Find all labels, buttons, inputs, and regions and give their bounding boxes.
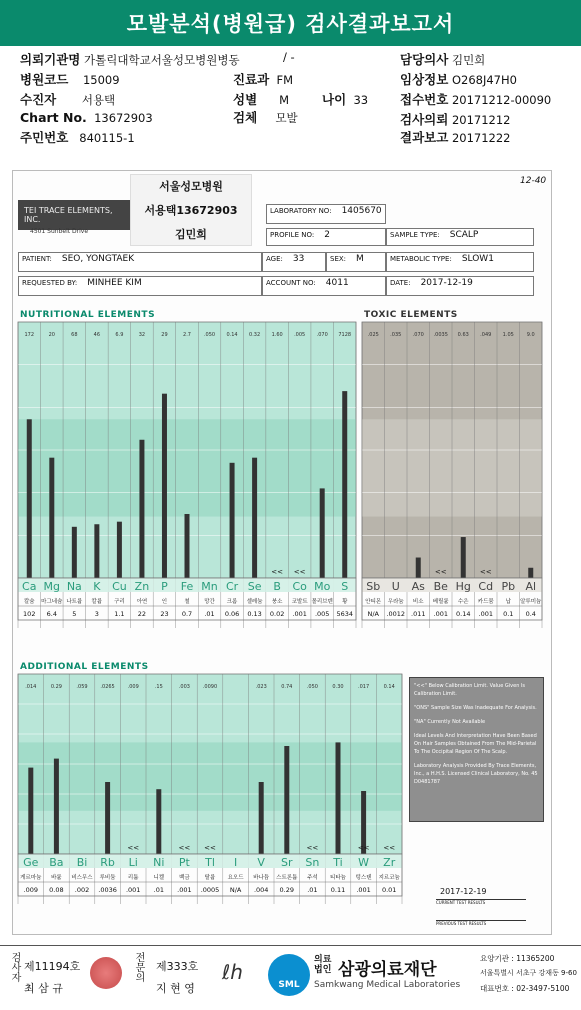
- lab-no: 1405670: [341, 206, 382, 216]
- toxic-category-label: Al: [525, 580, 537, 593]
- nutri-bar-Mg: [49, 458, 54, 578]
- nutri-category-label: Mn: [201, 580, 218, 593]
- toxic-top-tick: .0035: [433, 332, 448, 338]
- metabolic-label: METABOLIC TYPE:: [390, 255, 452, 263]
- tester-no: 제11194호: [24, 960, 81, 973]
- nutri-value-label: 102: [23, 610, 36, 618]
- card-line3: 김민희: [175, 228, 207, 241]
- nutri-korean-label: 인: [161, 599, 168, 605]
- nutri-bar-Cu: [117, 522, 122, 578]
- clinical-value: O268J47H0: [451, 73, 517, 87]
- org-en: Samkwang Medical Laboratories: [314, 980, 461, 990]
- nutri-korean-label: 망간: [204, 599, 215, 605]
- toxic-category-label: As: [411, 580, 425, 593]
- addl-korean-label: 바나듐: [253, 875, 270, 881]
- nutri-bar-Zn: [139, 440, 144, 578]
- receipt-value: 20171212-00090: [451, 93, 552, 107]
- age-label-en: AGE:: [266, 255, 283, 263]
- nutri-top-tick: 7128: [338, 332, 352, 338]
- inst-extra: / -: [283, 50, 295, 64]
- addl-below-limit: <<: [357, 844, 370, 852]
- chart-value: 13672903: [94, 111, 153, 125]
- nutri-korean-label: 셀레늄: [246, 599, 263, 605]
- toxic-value-label: .011: [411, 610, 426, 618]
- addl-category-label: Sn: [305, 856, 320, 869]
- toxic-top-tick: .049: [480, 332, 492, 338]
- nutri-value-label: 0.02: [269, 610, 285, 618]
- lab-no-label: LABORATORY NO:: [270, 207, 332, 215]
- sample: SCALP: [449, 230, 479, 240]
- addl-below-limit: <<: [383, 844, 396, 852]
- nutri-value-label: 1.1: [114, 610, 125, 618]
- code-value: 15009: [82, 73, 120, 87]
- toxic-top-tick: 0.63: [457, 332, 469, 338]
- nutri-category-label: Co: [292, 580, 307, 593]
- nutri-top-tick: 68: [71, 332, 78, 338]
- addl-bar-Ni: [156, 789, 161, 854]
- addl-korean-label: 요오드: [227, 875, 244, 881]
- addl-below-limit: <<: [178, 844, 191, 852]
- nutri-value-label: 0.7: [181, 610, 193, 618]
- toxic-value-label: 0.1: [503, 610, 514, 618]
- patient-label-en: PATIENT:: [22, 255, 52, 263]
- addl-korean-label: 주석: [307, 875, 318, 881]
- age-label: 나이: [322, 92, 347, 107]
- addl-top-tick: .009: [127, 684, 139, 690]
- receipt-label: 접수번호: [400, 92, 449, 107]
- dept-label: 진료과: [233, 72, 270, 87]
- addl-top-tick: .059: [76, 684, 88, 690]
- addl-category-label: Ge: [23, 856, 39, 869]
- request-value: 20171212: [451, 113, 511, 127]
- addl-top-tick: .014: [25, 684, 37, 690]
- toxic-category-label: Be: [433, 580, 448, 593]
- approver-label: 전문의: [133, 952, 144, 982]
- date: 2017-12-19: [420, 278, 473, 288]
- addl-korean-label: 텅스텐: [355, 875, 372, 881]
- sex-en: M: [356, 254, 364, 264]
- toxic-korean-label: 납: [505, 599, 511, 605]
- toxic-category-label: Hg: [455, 580, 471, 593]
- toxic-korean-label: 우라늄: [387, 599, 404, 605]
- addl-top-tick: 0.29: [50, 684, 62, 690]
- toxic-category-label: Sb: [366, 580, 381, 593]
- nutri-korean-label: 크롬: [226, 599, 238, 605]
- nutri-top-tick: .070: [316, 332, 328, 338]
- addl-category-label: Ba: [49, 856, 64, 869]
- nutri-category-label: Fe: [180, 580, 194, 593]
- addl-korean-label: 리튬: [127, 875, 139, 881]
- tester-label: 검사자: [9, 952, 20, 982]
- addl-value-label: .002: [74, 886, 90, 894]
- addl-category-label: Bi: [76, 856, 88, 869]
- account: 4011: [325, 278, 349, 288]
- nutri-korean-label: 코발트: [291, 599, 308, 605]
- addl-korean-label: 스트론튬: [276, 875, 298, 881]
- chart-label: Chart No.: [20, 110, 87, 125]
- inst-value: 가톨릭대학교서울성모병원병동: [84, 53, 240, 67]
- nutri-category-label: S: [341, 580, 349, 593]
- notes-box: [409, 677, 544, 822]
- addl-value-label: .01: [307, 886, 318, 894]
- addl-category-label: Rb: [100, 856, 115, 869]
- addl-top-tick: .0090: [202, 684, 218, 690]
- specimen-value: 모발: [275, 111, 298, 125]
- nutri-top-tick: 32: [138, 332, 146, 338]
- note-1: "<<" Below Calibration Limit. Value Given Is Calibration Limit.: [414, 683, 526, 697]
- addl-value-label: .001: [125, 886, 141, 894]
- code-label: 병원코드: [20, 72, 69, 87]
- approver-name: 지 현 영: [156, 982, 195, 995]
- addl-bar-Rb: [105, 782, 110, 854]
- toxic-below-limit: <<: [479, 568, 492, 576]
- doctor-label: 담당의사: [400, 52, 449, 67]
- toxic-bar-As: [416, 558, 421, 578]
- nutri-top-tick: .050: [203, 332, 216, 338]
- addl-value-label: .01: [153, 886, 164, 894]
- nutri-value-label: 5634: [336, 610, 354, 618]
- patient-en: SEO, YONGTAEK: [61, 254, 135, 264]
- org-phone: 대표번호 : 02-3497-5100: [480, 984, 570, 993]
- nutri-below-limit: <<: [271, 568, 284, 576]
- nutri-category-label: Zn: [134, 580, 150, 593]
- addl-korean-label: 티타늄: [330, 875, 346, 881]
- nutri-value-label: 23: [160, 610, 169, 618]
- toxic-title: TOXIC ELEMENTS: [364, 310, 458, 320]
- addl-value-label: 0.01: [381, 886, 397, 894]
- nutri-category-label: P: [161, 580, 168, 593]
- nutri-korean-label: 황: [342, 599, 348, 605]
- addl-category-label: V: [257, 856, 265, 869]
- toxic-bar-Hg: [461, 537, 466, 578]
- addl-category-label: W: [358, 856, 370, 869]
- card-line2: 서용택13672903: [144, 204, 238, 217]
- toxic-category-label: Cd: [478, 580, 494, 593]
- bottom-date: 2017-12-19: [440, 887, 487, 896]
- addl-top-tick: .15: [154, 684, 163, 690]
- addl-value-label: .004: [253, 886, 269, 894]
- nutri-value-label: 5: [72, 610, 77, 618]
- inst-label: 의뢰기관명: [20, 52, 81, 67]
- sex-label: 성별: [233, 92, 258, 107]
- note-5: Laboratory Analysis Provided By Trace Elements, Inc., a H.H.S. Licensed Clinical Laboratory, No. 45 D0481787: [414, 763, 538, 785]
- addl-category-label: Zr: [383, 856, 396, 869]
- sample-label: SAMPLE TYPE:: [390, 231, 440, 239]
- signature: ℓh: [222, 960, 243, 984]
- addl-value-label: 0.29: [279, 886, 295, 894]
- doctor-value: 김민희: [451, 53, 486, 67]
- nutri-category-label: Mg: [43, 580, 61, 593]
- tei-logo: TEI TRACE ELEMENTS, INC.: [18, 200, 130, 230]
- addl-below-limit: <<: [204, 844, 216, 852]
- addl-top-tick: .0265: [100, 684, 115, 690]
- nutri-top-tick: 6.9: [115, 332, 124, 338]
- nutri-below-limit: <<: [293, 568, 306, 576]
- toxic-top-tick: 9.0: [526, 332, 535, 338]
- handwritten-note: 12-40: [520, 176, 547, 186]
- toxic-value-label: .0012: [386, 610, 406, 618]
- nutri-category-label: Mo: [314, 580, 331, 593]
- addl-value-label: 0.11: [330, 886, 346, 894]
- addl-bar-Ti: [336, 742, 341, 854]
- nutri-top-tick: 0.14: [226, 332, 238, 338]
- nutri-bar-Ca: [27, 419, 32, 578]
- note-4: Ideal Levels And Interpretation Have Been Based On Hair Samples Obtained From The Mid-Parietal To The Occipital Region Of The Scalp.: [414, 733, 537, 755]
- addl-korean-label: 탈륨: [204, 875, 216, 881]
- addl-korean-label: 니켈: [153, 875, 165, 881]
- org-name: 삼광의료재단: [338, 960, 437, 980]
- account-label: ACCOUNT NO:: [266, 279, 316, 287]
- addl-value-label: .009: [23, 886, 39, 894]
- addl-below-limit: <<: [306, 844, 319, 852]
- addl-reference-band: [18, 742, 402, 810]
- addl-bar-Ge: [28, 768, 33, 854]
- tester-seal: [90, 957, 122, 989]
- addl-category-label: Ti: [333, 856, 343, 869]
- nutri-bar-Cr: [230, 463, 235, 578]
- addl-bar-Sr: [284, 746, 289, 854]
- rrn-value: 840115-1: [79, 131, 135, 145]
- nutri-top-tick: .005: [294, 332, 306, 338]
- nutri-korean-label: 구리: [114, 599, 125, 605]
- addl-top-tick: .050: [306, 684, 318, 690]
- nutri-category-label: B: [273, 580, 281, 593]
- toxic-top-tick: .025: [367, 332, 379, 338]
- addl-title: ADDITIONAL ELEMENTS: [20, 662, 149, 672]
- toxic-value-label: .001: [433, 610, 448, 618]
- addl-category-label: I: [233, 856, 238, 869]
- addl-bar-V: [259, 782, 264, 854]
- nutri-category-label: Na: [66, 580, 82, 593]
- nutri-korean-label: 마그네슘: [41, 599, 63, 605]
- sex-value: M: [279, 93, 290, 107]
- nutri-korean-label: 나트륨: [66, 599, 83, 605]
- addl-bar-Ba: [54, 759, 59, 854]
- addl-korean-label: 바륨: [51, 875, 62, 881]
- dept-value: FM: [276, 73, 294, 87]
- card-line1: 서울성모병원: [159, 180, 223, 193]
- previous-results: PREVIOUS TEST RESULTS: [436, 920, 526, 926]
- rrn-label: 주민번호: [20, 130, 69, 145]
- nutri-reference-band: [18, 419, 356, 516]
- nutri-bar-S: [342, 391, 347, 578]
- addl-korean-label: 백금: [179, 875, 190, 881]
- nutri-category-label: Cr: [225, 580, 239, 593]
- toxic-korean-label: 카드뮴: [477, 599, 494, 605]
- toxic-value-label: N/A: [367, 610, 379, 618]
- addl-category-label: Pt: [178, 856, 190, 869]
- clinical-label: 임상정보: [400, 72, 449, 87]
- toxic-korean-label: 비소: [412, 599, 424, 605]
- org-code: 요양기관 : 11365200: [480, 954, 555, 963]
- nutri-bar-Fe: [185, 514, 190, 578]
- patient-value: 서용택: [81, 93, 116, 107]
- nutri-top-tick: 2.7: [183, 332, 191, 338]
- nutri-category-label: K: [93, 580, 101, 593]
- addl-top-tick: .003: [178, 684, 190, 690]
- nutri-value-label: .001: [292, 610, 307, 618]
- nutri-korean-label: 몰리브덴: [311, 599, 333, 605]
- addl-top-tick: .023: [255, 684, 267, 690]
- age-en: 33: [292, 254, 305, 264]
- nutri-korean-label: 아연: [136, 599, 148, 605]
- toxic-value-label: 0.4: [525, 610, 536, 618]
- toxic-top-tick: .070: [412, 332, 424, 338]
- addl-value-label: .001: [356, 886, 371, 894]
- nutri-korean-label: 붕소: [271, 599, 283, 605]
- report-value: 20171222: [451, 131, 511, 145]
- nutri-top-tick: 46: [93, 332, 101, 338]
- nutri-top-tick: 20: [48, 332, 55, 338]
- nutri-korean-label: 철: [184, 599, 190, 605]
- patient-label: 수진자: [20, 92, 57, 107]
- toxic-bar-Al: [528, 568, 533, 578]
- addl-value-label: N/A: [229, 886, 242, 894]
- toxic-top-tick: .035: [390, 332, 402, 338]
- toxic-korean-label: 수은: [457, 599, 469, 605]
- nutri-value-label: 0.06: [224, 610, 240, 618]
- nutri-value-label: .005: [314, 610, 330, 618]
- nutri-bar-P: [162, 394, 167, 578]
- specimen-label: 검체: [233, 110, 258, 125]
- toxic-top-tick: 1.05: [502, 332, 514, 338]
- addl-korean-label: 지르코늄: [378, 875, 400, 881]
- report-label: 결과보고: [400, 130, 449, 145]
- toxic-value-label: 0.14: [456, 610, 471, 618]
- toxic-category-label: Pb: [501, 580, 516, 593]
- addl-top-tick: 0.74: [281, 684, 293, 690]
- addl-korean-label: 비스무스: [71, 875, 93, 881]
- addl-value-label: .0005: [200, 886, 220, 894]
- addl-top-tick: 0.14: [383, 684, 395, 690]
- nutri-value-label: 0.13: [247, 610, 262, 618]
- nutri-bar-Se: [252, 458, 257, 578]
- age-value: 33: [353, 93, 369, 107]
- nutri-top-tick: 29: [161, 332, 168, 338]
- toxic-korean-label: 베릴륨: [432, 599, 449, 605]
- nutri-top-tick: 172: [24, 332, 35, 338]
- sex-label-en: SEX:: [330, 255, 347, 263]
- toxic-korean-label: 안티몬: [365, 599, 382, 605]
- addl-korean-label: 게르마늄: [20, 875, 42, 881]
- toxic-value-label: .001: [478, 610, 493, 618]
- nutri-title: NUTRITIONAL ELEMENTS: [20, 310, 156, 320]
- org-addr: 서울특별시 서초구 강재동 9-60: [480, 969, 577, 977]
- metabolic: SLOW1: [461, 254, 494, 264]
- addl-category-label: Li: [128, 856, 138, 869]
- approver-no: 제333호: [156, 960, 199, 973]
- addl-value-label: .001: [177, 886, 192, 894]
- addl-value-label: 0.08: [49, 886, 64, 894]
- toxic-below-limit: <<: [434, 568, 447, 576]
- nutri-category-label: Ca: [22, 580, 37, 593]
- nutri-bar-K: [94, 524, 99, 578]
- nutri-category-label: Se: [247, 580, 262, 593]
- nutri-top-tick: 0.32: [249, 332, 261, 338]
- nutri-value-label: .01: [204, 610, 215, 618]
- addl-korean-label: 루비듐: [99, 875, 116, 881]
- note-3: "NA" Currently Not Available: [414, 719, 486, 725]
- profile-label: PROFILE NO:: [270, 231, 315, 239]
- requested-label: REQUESTED BY:: [22, 279, 78, 287]
- report-title: 모발분석(병원급) 검사결과보고서: [126, 12, 455, 36]
- date-label: DATE:: [390, 279, 411, 287]
- nutri-value-label: 3: [94, 610, 99, 618]
- addl-top-tick: .017: [358, 684, 370, 690]
- nutri-value-label: 22: [137, 610, 147, 618]
- requested: MINHEE KIM: [87, 278, 142, 288]
- nutri-top-tick: 1.60: [271, 332, 283, 338]
- request-label: 검사의뢰: [400, 112, 449, 127]
- note-2: "ONS" Sample Size Was Inadequate For Analysis.: [414, 705, 537, 711]
- profile: 2: [324, 230, 330, 240]
- nutri-bar-Mo: [320, 488, 325, 578]
- addl-below-limit: <<: [127, 844, 140, 852]
- addl-category-label: Tl: [205, 856, 215, 869]
- tester-name: 최 삼 규: [24, 982, 63, 995]
- toxic-korean-label: 알루미늄: [520, 599, 542, 605]
- current-results: CURRENT TEST RESULTS: [436, 899, 526, 905]
- nutri-korean-label: 칼륨: [91, 599, 103, 605]
- nutri-korean-label: 칼슘: [23, 599, 35, 605]
- toxic-category-label: U: [391, 580, 400, 593]
- addl-top-tick: 0.30: [332, 684, 344, 690]
- tei-address: 4501 Sunbelt Drive: [30, 228, 89, 235]
- addl-value-label: .0036: [98, 886, 117, 894]
- nutri-value-label: 6.4: [46, 610, 57, 618]
- org-type: 의료법인: [314, 955, 332, 975]
- addl-category-label: Ni: [153, 856, 165, 869]
- sml-logo: SML: [268, 954, 310, 996]
- nutri-category-label: Cu: [112, 580, 127, 593]
- nutri-bar-Na: [72, 527, 77, 578]
- addl-category-label: Sr: [281, 856, 293, 869]
